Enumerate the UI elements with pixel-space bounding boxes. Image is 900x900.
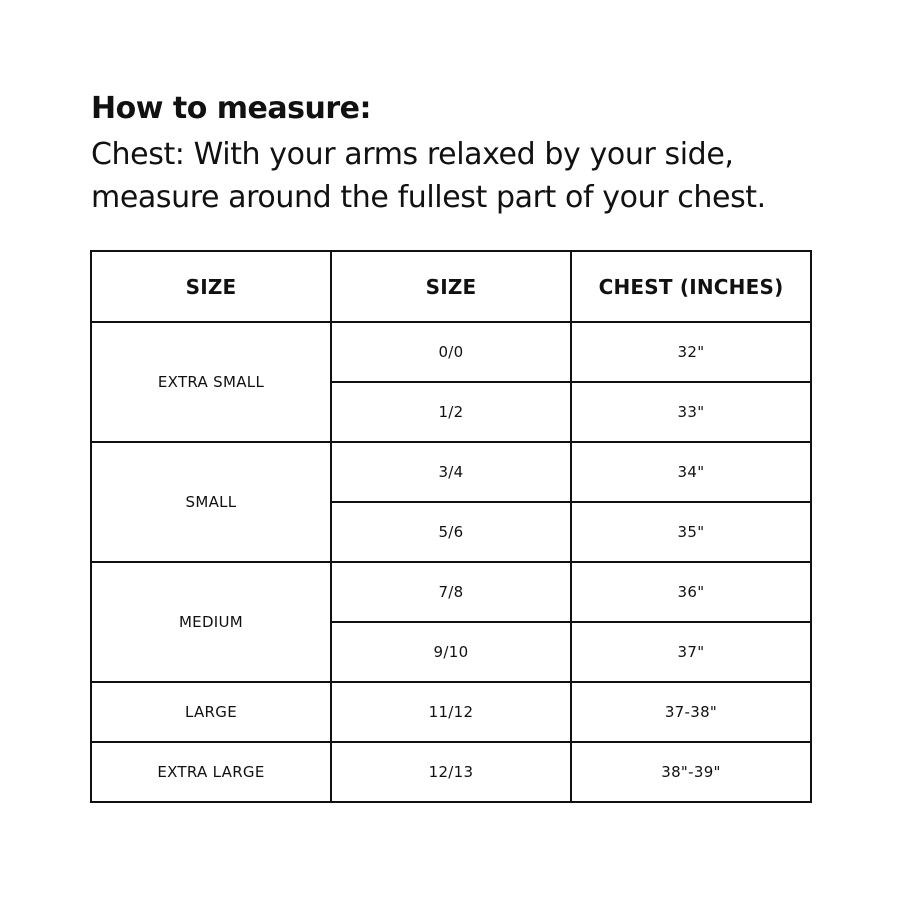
chest-measurement-cell: 37" — [571, 622, 811, 682]
size-number-cell: 7/8 — [331, 562, 571, 622]
size-number-cell: 1/2 — [331, 382, 571, 442]
measuring-instructions: Chest: With your arms relaxed by your side, measure around the fullest part of your chest. — [91, 137, 766, 215]
size-group-label: LARGE — [91, 682, 331, 742]
chest-measurement-cell: 33" — [571, 382, 811, 442]
table-row — [91, 742, 811, 802]
size-number-cell: 11/12 — [331, 682, 571, 742]
chest-measurement-cell: 36" — [571, 562, 811, 622]
size-chart-table — [90, 250, 812, 803]
table-row — [91, 562, 811, 622]
chest-measurement-cell: 35" — [571, 502, 811, 562]
size-group-label: EXTRA LARGE — [91, 742, 331, 802]
size-chart-body — [91, 322, 811, 802]
size-number-cell: 12/13 — [331, 742, 571, 802]
size-number-cell: 5/6 — [331, 502, 571, 562]
table-row — [91, 322, 811, 382]
chest-measurement-cell: 38"-39" — [571, 742, 811, 802]
size-group-label: MEDIUM — [91, 562, 331, 682]
chest-measurement-cell: 34" — [571, 442, 811, 502]
size-chart-header — [91, 251, 811, 322]
header-size-number: SIZE — [331, 251, 571, 322]
chest-measurement-cell: 37-38" — [571, 682, 811, 742]
table-row — [91, 682, 811, 742]
size-number-cell: 0/0 — [331, 322, 571, 382]
header-size-label: SIZE — [91, 251, 331, 322]
header-chest-inches: CHEST (INCHES) — [571, 251, 811, 322]
size-number-cell: 3/4 — [331, 442, 571, 502]
table-row — [91, 442, 811, 502]
size-group-label: EXTRA SMALL — [91, 322, 331, 442]
chest-measurement-cell: 32" — [571, 322, 811, 382]
page-heading: How to measure: — [91, 91, 371, 126]
header-row — [91, 251, 811, 322]
size-number-cell: 9/10 — [331, 622, 571, 682]
size-group-label: SMALL — [91, 442, 331, 562]
